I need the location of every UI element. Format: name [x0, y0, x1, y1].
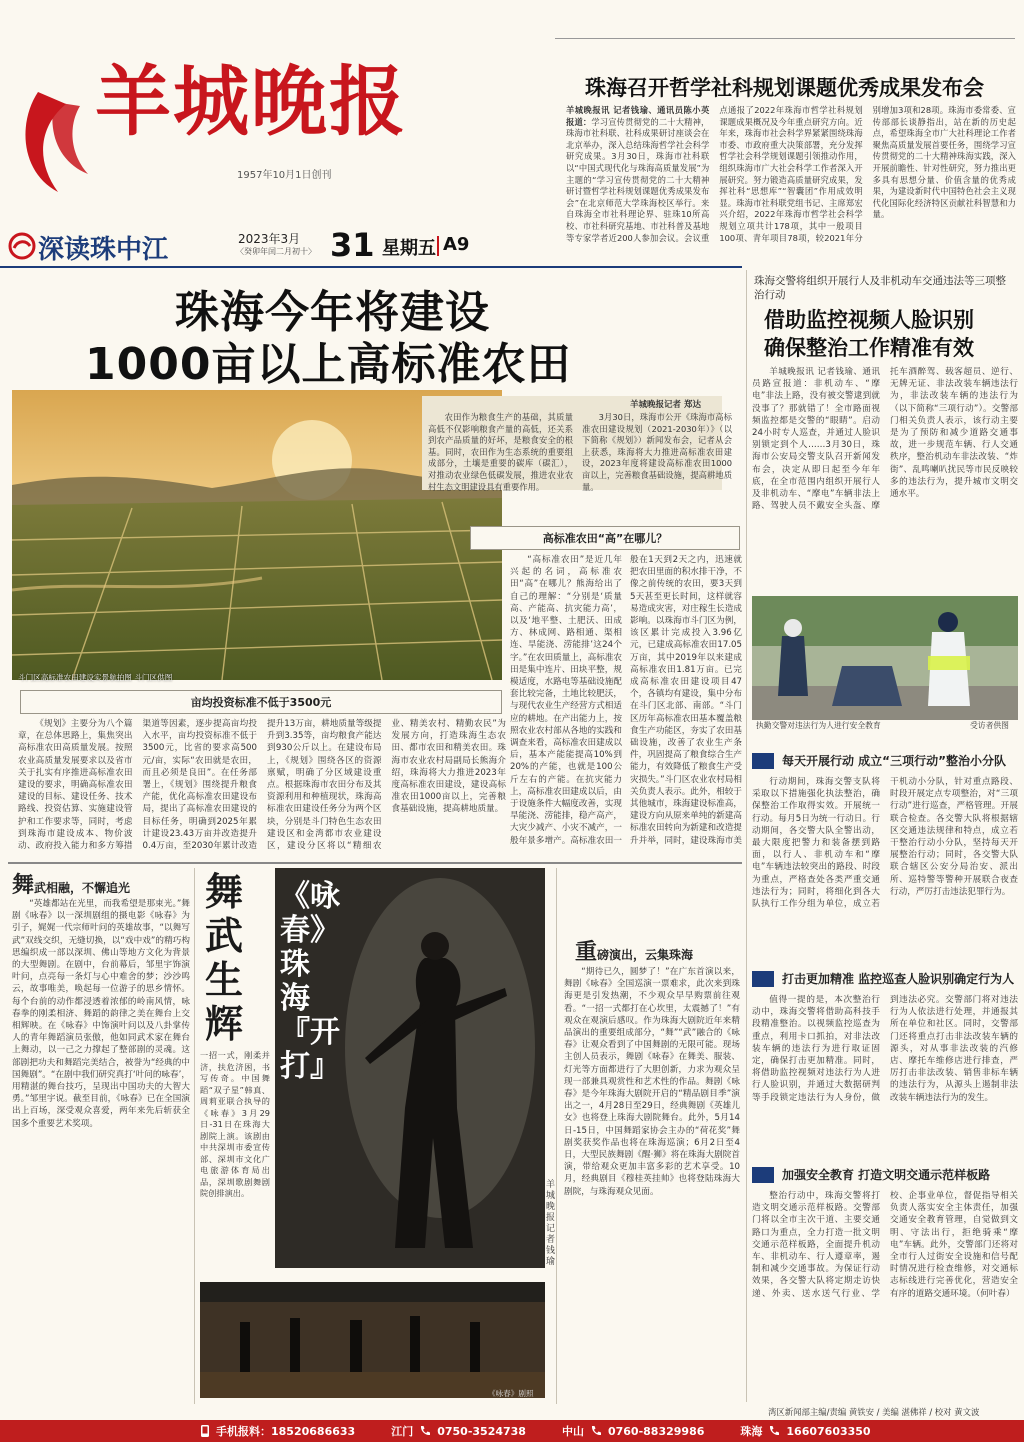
traffic-lead: 羊城晚报讯 记者钱瑜、通讯员路宣报道：非机动车、“摩电”非法上路，没有被交警逮到就没事了？那就错了！全市路面视频监控都是交警的“眼睛”。启动24小时专人巡查，并通过人脸识别锁定到个人……3月30日，珠海市公安局交警支队召开新闻发布会，决定从即日起至今年年底，在全市范围内组织开展行人及非机动车、“摩电”车辆非法上路、驾驶人员不戴安全头盔、摩托车酒醉驾、载客超员、逆行、无牌无证、非法改装车辆违法行为，非法改装车辆的违法行为（以下简称“三项行动”）。交警部门相关负责人表示，该行动主要是为了预防和减少道路交通事故，进一步规范车辆、行人交通秩序，整治机动车非法改装、“炸街”、乱鸣喇叭扰民等市民反映较多的违法行为，提升城市文明交通水平。: [752, 367, 1018, 512]
traffic-subhead-3: 加强安全教育 打造文明交通示范样板路: [752, 1166, 1018, 1183]
section-bar: [0, 228, 560, 264]
farm-body-1: 《规划》主要分为八个篇章，在总体思路上，集焦突出高标准农田高质量发展。按照农业高质量发展要求以及省市关于扎实有序推进高标准农田建设的要求，明确高标准农田建设的目标、建设任务、技术路线、投资估算、实施建设管护和工作要求等，同时，考虑到珠海市建设成本、物价波动、政府投入能力和多方筹措渠道等因素，逐步提高亩均投入水平，亩均投资标准不低于3500元，比省的要求高500元/亩，实际“农田就是农田，而且必须是良田”。在任务部署上，《规划》围绕提升粮食产能，优化高标准农田建设布局，提出了高标准农田建设的目标任务，明确到2025年累计建设23.43万亩并改造提升0.4万亩，至2030年累计改造提升13万亩，耕地质量等级提升到3.35等，亩均粮食产能达到930公斤以上。在建设布局上，《规划》围绕各区的资源禀赋，明确了分区域建设重点。根据珠海市农田分布及其资源利用和种植现状，珠海高标准农田建设任务分为两个区块，分别是斗门特色生态农田建设区和金湾都市农业建设区，建设分区将以“精细农业、精美农村、精勤农民”为发展方向，打造珠海生态农田、都市农田和精美农田。珠海市农业农村局副局长熊海介绍，珠海将大力推进2023年度高标准农田建设，建设高标准农田1000亩以上，完善粮食基础设施，提高耕地质量。: [18, 719, 506, 852]
farm-headline-line1: 珠海今年将建设: [175, 287, 490, 338]
phone-icon: [419, 1425, 431, 1437]
farm-photo-caption: 斗门区高标准农田建设实景航拍图 斗门区供图: [18, 673, 173, 682]
yc-body-right: “期待已久，圆梦了！”在广东首演以来，舞剧《咏春》全国巡演一票难求，此次来到珠海更是引发热潮，不少观众早早购票前往观看。“一招一式都打在心坎里，太震撼了！”有观众在观演后感叹。作为珠海大剧院近年来精品演出的重要组成部分，“舞”“武”融合的《咏春》让观众看到了中国舞剧的无限可能。现场主创人员表示，舞剧《咏春》在舞美、服装、灯光等方面都进行了大胆创新，力求为观众呈现一部兼具观赏性和艺术性的作品。舞剧《咏春》是今年珠海大剧院开启的“精品剧目季”演出之一，4月28日至29日，经典舞剧《英雄儿女》也将登上珠海大剧院舞台。此外，5月14日-15日，中国舞蹈家协会主办的“荷花奖”舞剧奖获奖作品也将在珠海巡演；6月2日至4日，大型民族舞剧《醒·狮》将在珠海大剧院首演，带给观众更加丰富多彩的艺术享受。10月，经典剧目《穆桂英挂帅》也将登陆珠海大剧院，与珠海观众见面。: [564, 967, 740, 1197]
yongchun-stage-photo-2: [200, 1282, 545, 1398]
newspaper-logo: 羊城晚报: [95, 57, 407, 146]
farm-headline-line2: 1000亩以上高标准农田: [85, 339, 572, 390]
farm-lead2-box: [582, 412, 732, 498]
farm-subhead-2-text: 高标准农田“高”在哪儿？: [542, 532, 668, 545]
traffic-headline-1: 借助监控视频人脸识别: [764, 308, 974, 332]
farm-byline: 羊城晚报记者 郑达: [630, 400, 701, 410]
top-story-body: 学习宣传贯彻党的二十大精神，珠海市社科联、社科成果研讨座谈会在北京举办，深入总结珠海哲学社会科学研究成果。3月30日，珠海市社科联以“中国式现代化与珠海高质量发展”为主题的“学习宣传贯彻党的二十大精神研讨暨哲学社科规划课题优秀成果发布会”在北京师范大学珠海校区举行。来自珠海全市社科理论界、驻珠10所高校、市社科研究基地、市社科普及基地等专家学者近200人参加会议。会议重点通报了2022年珠海市哲学社科规划课题成果概况及今年重点研究方向。近年来，珠海市社会科学界紧紧围绕珠海市委、市政府重大决策部署，充分发挥哲学社会科学规划课题引领推动作用，组织珠海市广大社会科学工作者深入开展研究。努力锻造高质量研究成果，发挥社科“思想库”“智囊团”作用成效明显。珠海市社科联党组书记、主席郑宏兴介绍，2022年珠海市哲学社会科学规划立项共计178项，其中一般项目100项、青年项目78项，较2021年分别增加3项和28项。珠海市委常委、宣传部部长谈静指出，站在新的历史起点，希望珠海全市广大社科理论工作者聚焦高质量发展首要任务，围绕学习宣传贯彻党的二十大精神珠海实践，深入开展前瞻性、针对性研究，努力推出更多具有思想分量、价值含量的优秀成果，为建设新时代中国特色社会主义现代化国际化经济特区贡献社科智慧和力量。: [566, 105, 1016, 243]
farm-subhead-1: [20, 690, 502, 714]
phone-icon: [768, 1425, 780, 1437]
traffic-headline-2: 确保整治工作精准有效: [764, 336, 974, 360]
yc-vtitle: 《咏春》珠海『开打』: [280, 879, 340, 1084]
section-emblem-icon: [8, 232, 36, 260]
page-number: A9: [443, 234, 470, 255]
yc-col-title: 舞武相融，不懈追光: [12, 873, 131, 898]
traffic-body-2: 值得一提的是，本次整治行动中，珠海交警将借助高科技手段精准整治。以视频监控巡查为重点，利用卡口抓拍，对非法改装车辆的违法行为进行取证固定，确保打击更加精准。同时，将借助监控视频对违法行为人进行人脸识别，并通过大数据研判等手段锁定违法行为人身份，做到违法必究。交警部门将对违法行为人依法进行处理，并通报其所在单位和社区。同时，交警部门还将重点打击非法改装车辆的源头，对从事非法改装的汽修店、摩托车维修店进行排查，严厉打击非法改装、销售非标车辆的违法行为，从源头上遏制非法改装车辆违法行为的发生。: [752, 995, 1018, 1103]
date-year-month: 2023年3月: [238, 232, 301, 246]
top-story-text: [566, 105, 1016, 273]
phone-icon: [590, 1425, 602, 1437]
phone-icon: [200, 1425, 210, 1437]
footer-hotline-zhuhai: 珠海 16607603350: [740, 1424, 871, 1438]
footer-bar: [0, 1420, 1024, 1442]
section-title: 深读珠中江: [38, 235, 169, 265]
yc-body-left: “英雄都站在光里，而我希望是那束光。”舞剧《咏春》以一深圳剧组的摄电影《咏春》为引子，娓娓一代宗师叶问的英雄故事，“以舞写武”双线交织，无缝切换，以“戏中戏”的精巧构思编织成一部以深圳、佛山等地方文化为背景的大型舞剧。在剧中，台前幕后，邹里宇饰演叶问，点亮每一条灯与心中难舍的梦；沙沙鸣云，故事唯美，唤起每一位游子的思乡情怀。每个台前的动作都浸透着浓郁的岭南风情，咏春拳的刚柔相济、舞蹈的韵律之美在舞台上交相辉映。在《咏春》中饰演叶问以及八卦掌传人的青年舞蹈演员张傲，他如同武术家在舞台上舞动，以一己之力撑起了整部剧的灵魂。这部剧把功夫和舞蹈完美结合，被誉为“经典的中国舞剧”。“在剧中我们研究真打‘叶问的咏春’，用精湛的舞台技巧，呈现出中国功夫的大智大勇。”邹里宇说。截至目前，《咏春》已在全国演出上百场，深受观众喜爱，两年来先后斩获全国多个重要艺术奖项。: [12, 899, 190, 1129]
yc-vbyline: 羊城晚报记者 钱瑜: [546, 1180, 556, 1267]
footer-hotline-mobile: 手机报料： 18520686633: [200, 1423, 355, 1439]
traffic-photo-caption: 执勤交警对违法行为人进行安全教育: [756, 721, 881, 730]
yc-big-title: 舞武生辉: [205, 870, 244, 1046]
traffic-kicker: 珠海交警将组织开展行人及非机动车交通违法等三项整治行动: [754, 275, 1006, 301]
yc-photo-caption: 《咏春》剧照: [488, 1389, 534, 1398]
top-headline: 珠海召开哲学社科规划课题优秀成果发布会: [585, 76, 984, 100]
yc-intro-box: 一招一式，刚柔并济，扶危济困，书写传奇。中国舞蹈“双子星”韩真、周莉亚联合执导的《咏春》3月29日-31日在珠海大剧院上演。该剧由中共深圳市委宣传部、深圳市文化广电旅游体育局出品，深圳歌剧舞剧院创排演出。: [200, 1050, 270, 1198]
traffic-body-3: 整治行动中，珠海交警将打造文明交通示范样板路。交警部门将以全市主次干道、主要交通路口为重点，全力打造一批文明交通示范样板路，全面提升机动车、非机动车、行人遵章率，遏制和减少交通事故。为保证行动效果，各交警大队将定期走访快递、外卖、送水送气行业、学校、企事业单位，督促指导相关负责人落实安全主体责任，加强交通安全教育管理，自觉做到文明、守法出行，拒绝骑乘“摩电”车辆。此外，交警部门还将对全市行人过街安全设施和信号配时情况进行检查维修，对交通标志标线进行完善优化，营造安全有序的道路交通环境。（何叶春）: [752, 1191, 1018, 1299]
farm-lead: 农田作为粮食生产的基础，其质量高低不仅影响粮食产量的高低，还关系到农产品质量的好坏，是粮食安全的根基。同时，农田作为生态系统的重要组成部分，土壤是重要的碳库（碳汇），对推动农业绿色低碳发展，推进农业农村生态文明建设具有重要作用。: [428, 412, 573, 492]
traffic-subhead-2: 打击更加精准 监控巡查人脸识别确定行为人: [752, 970, 1018, 987]
farm-subhead-1-text: 亩均投资标准不低于3500元: [190, 696, 332, 709]
footer-hotline-zhongshan: 中山 0760-88329986: [561, 1424, 705, 1438]
founded-date: 1957年10月1日创刊: [237, 170, 332, 181]
traffic-police-photo: [752, 596, 1018, 720]
editor-credits: 湾区新闻部主编/责编 黄铁安 / 美编 湛佛祥 / 校对 黄文波: [768, 1407, 980, 1417]
yc-subhead-2: 重磅演出，云集珠海: [575, 940, 694, 965]
traffic-subhead-1: 每天开展行动 成立“三项行动”整治小分队: [752, 752, 1018, 769]
lunar-date: 〈癸卯年闰二月初十〉: [236, 247, 316, 256]
weekday: 星期五: [382, 238, 436, 259]
date-day: 31: [330, 226, 375, 264]
farm-subhead-2: [470, 526, 740, 550]
farm-body-2: “高标准农田”是近几年兴起的名词，高标准农田“高”在哪儿？熊海给出了自己的理解：“分别是‘质量高、产能高、抗灾能力高’，以及‘地平整、土肥沃、田成方、林成网、路相通、渠相连、旱能浇、涝能排’这24个字。”在农田质量上，高标准农田是集中连片、田块平整，规模适度，水路电等基础设施配套比较完备，土地比较肥沃，与现代农业生产经营方式相适应的耕地。在产出能力上，按照农业农村部从各地的实践和调查来看，高标准农田建成以后，基本产能能提高10%到20%的产能，也就是100公斤左右的产能。在抗灾能力上，高标准农田建成以后，由于设施条件大幅度改善，实现旱能浇、涝能排，稳产高产，大灾少减产、小灾不减产，一般年景多增产。高标准农田一般在1天到2天之内，迅速就把农田里面的积水排干净，不像之前传统的农田，要3天到5天甚至更长时间，这样就容易造成灾害，对庄稼生长造成影响。以珠海市斗门区为例，该区累计完成投入3.96亿元，已建成高标准农田17.05万亩，其中2019年以来建成高标准农田1.81万亩。已完成高标准农田建设项目47个，各镇均有建设，集中分布在斗门区北部、南部。“斗门区历年高标准农田基本覆盖粮食生产功能区，夯实了农田基础设施，改善了农业生产条件，巩固提高了粮食综合生产能力，有效降低了粮食生产受灾损失。”斗门区农业农村局相关负责人表示。此外，相较于其他城市，珠海建设标准高，建设方向从原来单纯的新建高标准农田转向为新建和改造提升并举，同时，建设珠海市美: [510, 555, 742, 846]
footer-hotline-jiangmen: 江门 0750-3524738: [391, 1424, 526, 1438]
traffic-photo-credit: 受访者供图: [970, 721, 1009, 730]
farm-lead2: 3月30日，珠海市公开《珠海市高标准农田建设规划（2021-2030年）》（以下简称《规划》）新闻发布会，记者从会上获悉，珠海将大力推进高标准农田建设，2023年度将建设高标准农田1000亩以上，完善粮食基础设施，提高耕地质量。: [582, 412, 732, 492]
farm-lead-box: [428, 412, 573, 498]
top-story-byline: 羊城晚报讯 记者钱瑜、通讯员陈小英报道：: [566, 105, 710, 127]
traffic-body-1: 行动期间，珠海交警支队将采取以下措施强化执法整治，确保整治工作取得实效。开展统一行动。每月5日为统一行动日。行动期间，各交警大队全警出动，最大限度把警力和装备摆到路面，以行人、非机动车和“摩电”车辆违法较突出的路段、时段为重点，严格查处各类严重交通违法行为；同时，将细化到各大队执行工作分组为单位，成立若干机动小分队，针对重点路段、时段开展定点专项整治，对“三项行动”进行巡查，严格管理。开展联合检查。各交警大队将根据辖区交通违法规律和特点，成立若干整治行动小分队，坚持每天开展整治行动；同时，各交警大队联合辖区公安分局治安、派出所、巡特警等警种开展联合夜查行动，严厉打击违法犯罪行为。: [752, 777, 1018, 910]
